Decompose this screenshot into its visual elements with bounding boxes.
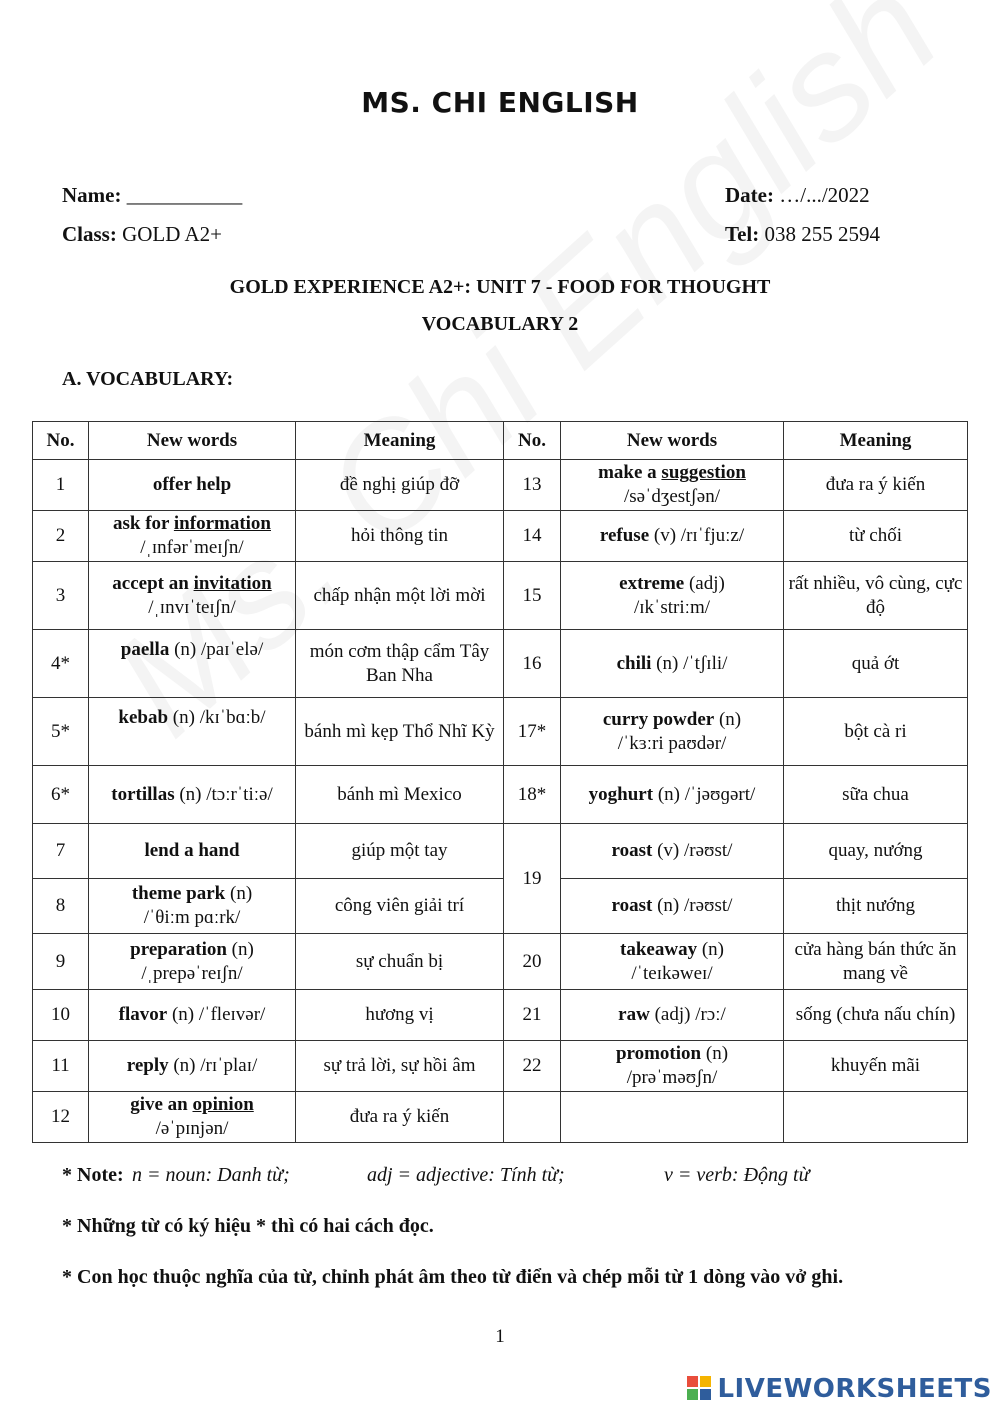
word: roast — [611, 840, 653, 861]
word: reply — [126, 1055, 169, 1076]
word: ask for — [113, 513, 174, 534]
pos: (n) — [657, 895, 680, 916]
word-underlined: suggestion — [661, 462, 746, 483]
note-text: * Những từ có ký hiệu * thì có hai cách đọc. — [62, 1215, 434, 1237]
cell-meaning: đưa ra ý kiến — [296, 1092, 504, 1143]
cell-word — [561, 990, 784, 1041]
cell-word — [89, 1041, 296, 1092]
cell-empty — [784, 1092, 968, 1143]
cell-no: 15 — [504, 562, 561, 630]
pos: (adj) — [688, 572, 725, 594]
ipa: /rəʊst/ — [684, 840, 733, 861]
date-value: …/.../2022 — [779, 183, 870, 207]
section-heading: A. VOCABULARY: — [62, 368, 234, 390]
ipa: /ˌprepəˈreɪʃn/ — [141, 962, 243, 984]
cell-no: 12 — [33, 1092, 89, 1143]
cell-word — [561, 1041, 784, 1092]
tel-line — [725, 222, 880, 247]
ipa: /ˈteɪkəweɪ/ — [631, 962, 713, 984]
ipa: /ˈθiːm pɑːrk/ — [143, 907, 241, 928]
cell-word — [561, 824, 784, 879]
cell-no: 2 — [33, 511, 89, 562]
ipa: /kɪˈbɑːb/ — [199, 707, 266, 728]
pos: (n) — [171, 1004, 195, 1025]
cell-meaning: bánh mì Mexico — [296, 766, 504, 824]
class-label: Class: — [62, 222, 117, 246]
cell-no: 10 — [33, 990, 89, 1041]
note-verb: v = verb: Động từ — [664, 1164, 810, 1186]
pos: (v) — [653, 525, 677, 546]
ipa: /ɪkˈstriːm/ — [634, 596, 710, 618]
table-row — [33, 934, 968, 990]
name-label: Name: — [62, 183, 122, 207]
ipa: /əˈpɪnjən/ — [155, 1118, 229, 1139]
ipa: /ˌɪnvɪˈteɪʃn/ — [148, 596, 236, 618]
table-header-row — [33, 422, 968, 460]
cell-word — [89, 630, 296, 698]
unit-heading: GOLD EXPERIENCE A2+: UNIT 7 - FOOD FOR THOUGHT — [229, 276, 771, 298]
word: raw — [618, 1004, 650, 1025]
tel-value: 038 255 2594 — [764, 222, 880, 246]
date-label: Date: — [725, 183, 774, 207]
cell-word — [561, 562, 784, 630]
word: curry powder — [602, 708, 715, 730]
ipa: /səˈdʒestʃən/ — [623, 486, 720, 507]
cell-no: 16 — [504, 630, 561, 698]
pos: (n) — [230, 883, 253, 904]
date-line — [725, 183, 870, 208]
cell-word — [89, 698, 296, 766]
pos: (n) — [231, 938, 254, 960]
pos: (n) — [172, 707, 195, 728]
word: takeaway — [620, 938, 698, 960]
cell-word — [561, 934, 784, 990]
word: paella — [120, 639, 170, 660]
pos: (n) — [701, 938, 724, 960]
word: refuse — [599, 525, 650, 546]
word: offer help — [152, 474, 232, 495]
cell-meaning: đề nghị giúp đỡ — [296, 460, 504, 511]
pos: (adj) — [654, 1004, 691, 1025]
pos: (v) — [657, 840, 680, 861]
table-row — [33, 766, 968, 824]
ipa: /rɪˈfjuːz/ — [680, 525, 745, 546]
cell-word — [561, 630, 784, 698]
ipa: /ˈtʃɪli/ — [683, 652, 728, 674]
cell-no: 6* — [33, 766, 89, 824]
cell-no: 18* — [504, 766, 561, 824]
ipa: /rɔː/ — [695, 1004, 726, 1025]
word: promotion — [615, 1043, 702, 1064]
pos: (n) — [705, 1043, 729, 1064]
cell-empty — [561, 1092, 784, 1143]
cell-meaning: sự chuẩn bị — [296, 934, 504, 990]
cell-meaning: hương vị — [296, 990, 504, 1041]
cell-word — [561, 460, 784, 511]
cell-no: 11 — [33, 1041, 89, 1092]
brand-name: LIVEWORKSHEETS — [717, 1374, 992, 1404]
pos: (n) — [173, 1055, 196, 1076]
cell-meaning: sống (chưa nấu chín) — [784, 990, 968, 1041]
cell-word — [89, 460, 296, 511]
cell-meaning: quay, nướng — [784, 824, 968, 879]
pos: (n) — [657, 783, 680, 805]
cell-no: 19 — [504, 824, 561, 934]
col-header: New words — [89, 422, 296, 460]
table-row — [33, 630, 968, 698]
cell-no: 21 — [504, 990, 561, 1041]
col-header: No. — [33, 422, 89, 460]
page-number: 1 — [495, 1326, 505, 1347]
note-line-2 — [62, 1215, 434, 1238]
cell-no: 4* — [33, 630, 89, 698]
cell-meaning: quả ớt — [784, 630, 968, 698]
class-line — [62, 222, 222, 247]
note-adjective: adj = adjective: Tính từ; — [367, 1164, 565, 1186]
table-row — [33, 879, 968, 934]
name-line — [62, 183, 242, 208]
cell-word — [561, 511, 784, 562]
cell-word — [89, 824, 296, 879]
sub-heading: VOCABULARY 2 — [421, 313, 579, 335]
word: roast — [611, 895, 653, 916]
cell-word — [561, 766, 784, 824]
pos: (n) — [656, 652, 679, 674]
word: theme park — [131, 883, 226, 904]
word: make a — [598, 462, 662, 483]
cell-no: 5* — [33, 698, 89, 766]
liveworksheets-icon — [687, 1376, 713, 1402]
table-row — [33, 460, 968, 511]
note-noun: n = noun: Danh từ; — [132, 1164, 290, 1186]
cell-meaning: cửa hàng bán thức ăn mang về — [784, 934, 968, 990]
word: accept an — [112, 572, 194, 594]
cell-meaning: thịt nướng — [784, 879, 968, 934]
table-row — [33, 1092, 968, 1143]
vocabulary-table — [32, 421, 968, 1143]
col-header: Meaning — [784, 422, 968, 460]
note-label: * Note: — [62, 1164, 124, 1186]
cell-meaning: bánh mì kẹp Thổ Nhĩ Kỳ — [296, 698, 504, 766]
word-underlined: invitation — [193, 572, 272, 594]
cell-meaning: bột cà ri — [784, 698, 968, 766]
cell-no: 7 — [33, 824, 89, 879]
cell-meaning: giúp một tay — [296, 824, 504, 879]
table-row — [33, 511, 968, 562]
word: tortillas — [111, 783, 175, 805]
cell-word — [89, 766, 296, 824]
cell-meaning: đưa ra ý kiến — [784, 460, 968, 511]
cell-empty — [504, 1092, 561, 1143]
cell-word — [561, 698, 784, 766]
ipa: /ˌɪnfərˈmeɪʃn/ — [140, 537, 244, 558]
word: lend a hand — [144, 840, 240, 861]
cell-meaning: khuyến mãi — [784, 1041, 968, 1092]
ipa: /tɔːrˈtiːə/ — [206, 783, 273, 805]
pos: (n) — [174, 639, 197, 660]
class-value: GOLD A2+ — [122, 222, 223, 246]
col-header: New words — [561, 422, 784, 460]
ipa: /paɪˈelə/ — [200, 639, 264, 660]
ipa: /prəˈməʊʃn/ — [626, 1067, 718, 1088]
cell-no: 8 — [33, 879, 89, 934]
pos: (n) — [179, 783, 202, 805]
table-row — [33, 698, 968, 766]
cell-no: 14 — [504, 511, 561, 562]
ipa: /rɪˈplaɪ/ — [200, 1055, 258, 1076]
table-row — [33, 1041, 968, 1092]
note-text: * Con học thuộc nghĩa của từ, chỉnh phát âm theo từ điển và chép mỗi từ 1 dòng vào vở ghi. — [62, 1266, 844, 1288]
word: chili — [616, 652, 652, 674]
word: give an — [130, 1094, 193, 1115]
ipa: /ˈjəʊɡərt/ — [684, 783, 756, 805]
word-underlined: information — [173, 513, 271, 534]
table-row — [33, 990, 968, 1041]
ipa: /ˈfleɪvər/ — [198, 1004, 266, 1025]
cell-meaning: công viên giải trí — [296, 879, 504, 934]
table-row — [33, 562, 968, 630]
cell-word — [89, 511, 296, 562]
tel-label: Tel: — [725, 222, 760, 246]
col-header: Meaning — [296, 422, 504, 460]
cell-meaning: rất nhiều, vô cùng, cực độ — [784, 562, 968, 630]
word: yoghurt — [588, 783, 654, 805]
cell-meaning: món cơm thập cẩm Tây Ban Nha — [296, 630, 504, 698]
cell-word — [89, 562, 296, 630]
cell-meaning: chấp nhận một lời mời — [296, 562, 504, 630]
ipa: /ˈkɜːri paʊdər/ — [617, 732, 727, 754]
liveworksheets-logo[interactable] — [687, 1374, 992, 1404]
cell-no: 22 — [504, 1041, 561, 1092]
cell-word — [89, 1092, 296, 1143]
word: flavor — [118, 1004, 168, 1025]
table-row — [33, 824, 968, 879]
col-header: No. — [504, 422, 561, 460]
cell-meaning: sữa chua — [784, 766, 968, 824]
pos: (n) — [718, 708, 742, 730]
cell-meaning: hỏi thông tin — [296, 511, 504, 562]
note-line-3 — [62, 1266, 843, 1289]
word: extreme — [619, 572, 685, 594]
word: kebab — [118, 707, 169, 728]
name-value[interactable]: ___________ — [126, 183, 243, 207]
cell-meaning: từ chối — [784, 511, 968, 562]
cell-word — [89, 879, 296, 934]
cell-no: 17* — [504, 698, 561, 766]
cell-word — [89, 990, 296, 1041]
word-underlined: opinion — [192, 1094, 254, 1115]
cell-no: 1 — [33, 460, 89, 511]
cell-no: 20 — [504, 934, 561, 990]
cell-no: 9 — [33, 934, 89, 990]
word: preparation — [130, 938, 227, 960]
page-title: MS. CHI ENGLISH — [361, 86, 639, 119]
ipa: /rəʊst/ — [684, 895, 733, 916]
cell-meaning: sự trả lời, sự hồi âm — [296, 1041, 504, 1092]
cell-no: 3 — [33, 562, 89, 630]
cell-no: 13 — [504, 460, 561, 511]
note-legend — [62, 1164, 810, 1187]
cell-word — [89, 934, 296, 990]
cell-word — [561, 879, 784, 934]
